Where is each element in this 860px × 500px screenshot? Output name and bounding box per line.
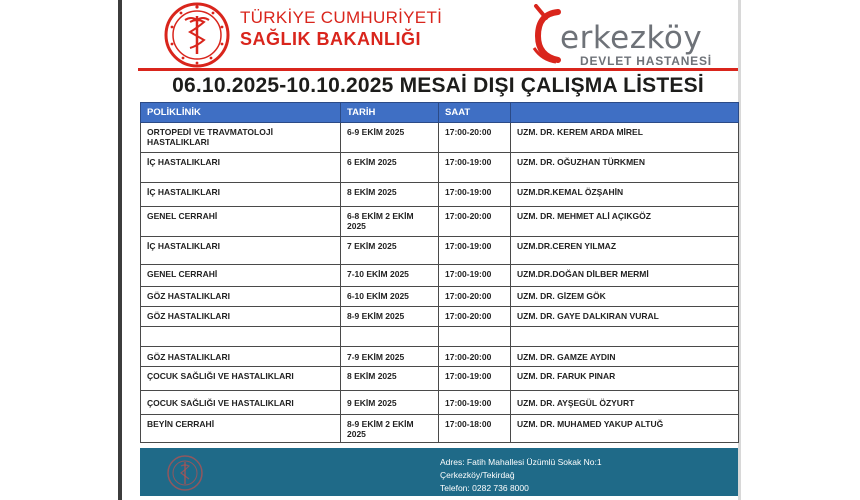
cell-time: 17:00-18:00	[439, 415, 511, 443]
footer-bar	[140, 448, 738, 496]
ministry-line-2: SAĞLIK BAKANLIĞI	[240, 29, 421, 49]
cell-doctor: UZM. DR. FARUK PINAR	[511, 367, 739, 391]
cell-time: 17:00-20:00	[439, 287, 511, 307]
cell-doctor: UZM. DR. OĞUZHAN TÜRKMEN	[511, 153, 739, 183]
cell-date: 7-10 EKİM 2025	[341, 265, 439, 287]
header-clinic: POLİKLİNİK	[141, 103, 341, 123]
header-date: TARİH	[341, 103, 439, 123]
cell-date: 6 EKİM 2025	[341, 153, 439, 183]
cell-date: 8 EKİM 2025	[341, 367, 439, 391]
ministry-emblem-icon	[166, 454, 204, 492]
footer-phone: Telefon: 0282 736 8000	[440, 483, 529, 493]
ministry-line-1: TÜRKİYE CUMHURİYETİ	[240, 8, 443, 27]
cell-doctor: UZM. DR. GİZEM GÖK	[511, 287, 739, 307]
cell-clinic: İÇ HASTALIKLARI	[141, 183, 341, 207]
cell-doctor: UZM. DR. MEHMET ALİ AÇIKGÖZ	[511, 207, 739, 237]
footer-address: Adres: Fatih Mahallesi Üzümlü Sokak No:1	[440, 457, 602, 467]
table-row	[141, 367, 739, 391]
cell-doctor: UZM. DR. GAYE DALKIRAN VURAL	[511, 307, 739, 327]
cell-clinic: GENEL CERRAHİ	[141, 207, 341, 237]
cell-clinic: İÇ HASTALIKLARI	[141, 237, 341, 265]
cell-clinic: GENEL CERRAHİ	[141, 265, 341, 287]
cell-clinic	[141, 327, 341, 347]
cell-date: 6-10 EKİM 2025	[341, 287, 439, 307]
table-header-row	[141, 103, 739, 123]
schedule-table-container	[140, 102, 738, 443]
header-doctor	[511, 103, 739, 123]
cell-time: 17:00-19:00	[439, 153, 511, 183]
ministry-name	[240, 8, 442, 50]
cell-date: 6-9 EKİM 2025	[341, 123, 439, 153]
table-row	[141, 265, 739, 287]
cell-date: 8 EKİM 2025	[341, 183, 439, 207]
cell-time: 17:00-20:00	[439, 307, 511, 327]
cell-clinic: ORTOPEDİ VE TRAVMATOLOJİ HASTALIKLARI	[141, 123, 341, 153]
cell-clinic: GÖZ HASTALIKLARI	[141, 287, 341, 307]
table-row	[141, 307, 739, 327]
cell-doctor: UZM.DR.DOĞAN DİLBER MERMİ	[511, 265, 739, 287]
cell-time	[439, 327, 511, 347]
cell-time: 17:00-20:00	[439, 347, 511, 367]
ministry-emblem-icon	[163, 2, 231, 68]
table-row	[141, 183, 739, 207]
cell-time: 17:00-20:00	[439, 207, 511, 237]
cell-time: 17:00-19:00	[439, 265, 511, 287]
cell-date: 6-8 EKİM 2 EKİM 2025	[341, 207, 439, 237]
hospital-subtitle: DEVLET HASTANESİ	[580, 54, 712, 68]
schedule-table	[140, 102, 739, 443]
cell-date	[341, 327, 439, 347]
cell-time: 17:00-19:00	[439, 237, 511, 265]
page-title: 06.10.2025-10.10.2025 MESAİ DIŞI ÇALIŞMA LİSTESİ	[172, 74, 704, 97]
cell-date: 9 EKİM 2025	[341, 391, 439, 415]
cell-time: 17:00-19:00	[439, 367, 511, 391]
table-row	[141, 415, 739, 443]
cell-date: 8-9 EKİM 2025	[341, 307, 439, 327]
cell-clinic: ÇOCUK SAĞLIĞI VE HASTALIKLARI	[141, 367, 341, 391]
hospital-name: erkezköy	[560, 20, 703, 56]
header-divider	[138, 68, 738, 71]
table-row	[141, 287, 739, 307]
table-row	[141, 123, 739, 153]
cell-doctor: UZM. DR. KEREM ARDA MİREL	[511, 123, 739, 153]
cell-date: 7-9 EKİM 2025	[341, 347, 439, 367]
cell-clinic: GÖZ HASTALIKLARI	[141, 347, 341, 367]
table-row	[141, 237, 739, 265]
table-row	[141, 153, 739, 183]
header-time: SAAT	[439, 103, 511, 123]
cell-clinic: BEYİN CERRAHİ	[141, 415, 341, 443]
table-row	[141, 391, 739, 415]
cell-doctor: UZM.DR.CEREN YILMAZ	[511, 237, 739, 265]
cell-date: 8-9 EKİM 2 EKİM 2025	[341, 415, 439, 443]
cell-doctor: UZM.DR.KEMAL ÖZŞAHİN	[511, 183, 739, 207]
cell-doctor	[511, 327, 739, 347]
left-margin	[0, 0, 120, 500]
cell-date: 7 EKİM 2025	[341, 237, 439, 265]
cell-doctor: UZM. DR. AYŞEGÜL ÖZYURT	[511, 391, 739, 415]
cell-time: 17:00-19:00	[439, 183, 511, 207]
table-row	[141, 347, 739, 367]
cell-clinic: ÇOCUK SAĞLIĞI VE HASTALIKLARI	[141, 391, 341, 415]
cell-time: 17:00-20:00	[439, 123, 511, 153]
cell-clinic: İÇ HASTALIKLARI	[141, 153, 341, 183]
footer-city: Çerkezköy/Tekirdağ	[440, 470, 515, 480]
table-row-empty	[141, 327, 739, 347]
footer-contact	[440, 456, 602, 495]
table-row	[141, 207, 739, 237]
cell-doctor: UZM. DR. MUHAMED YAKUP ALTUĞ	[511, 415, 739, 443]
cell-clinic: GÖZ HASTALIKLARI	[141, 307, 341, 327]
cell-doctor: UZM. DR. GAMZE AYDIN	[511, 347, 739, 367]
cell-time: 17:00-19:00	[439, 391, 511, 415]
